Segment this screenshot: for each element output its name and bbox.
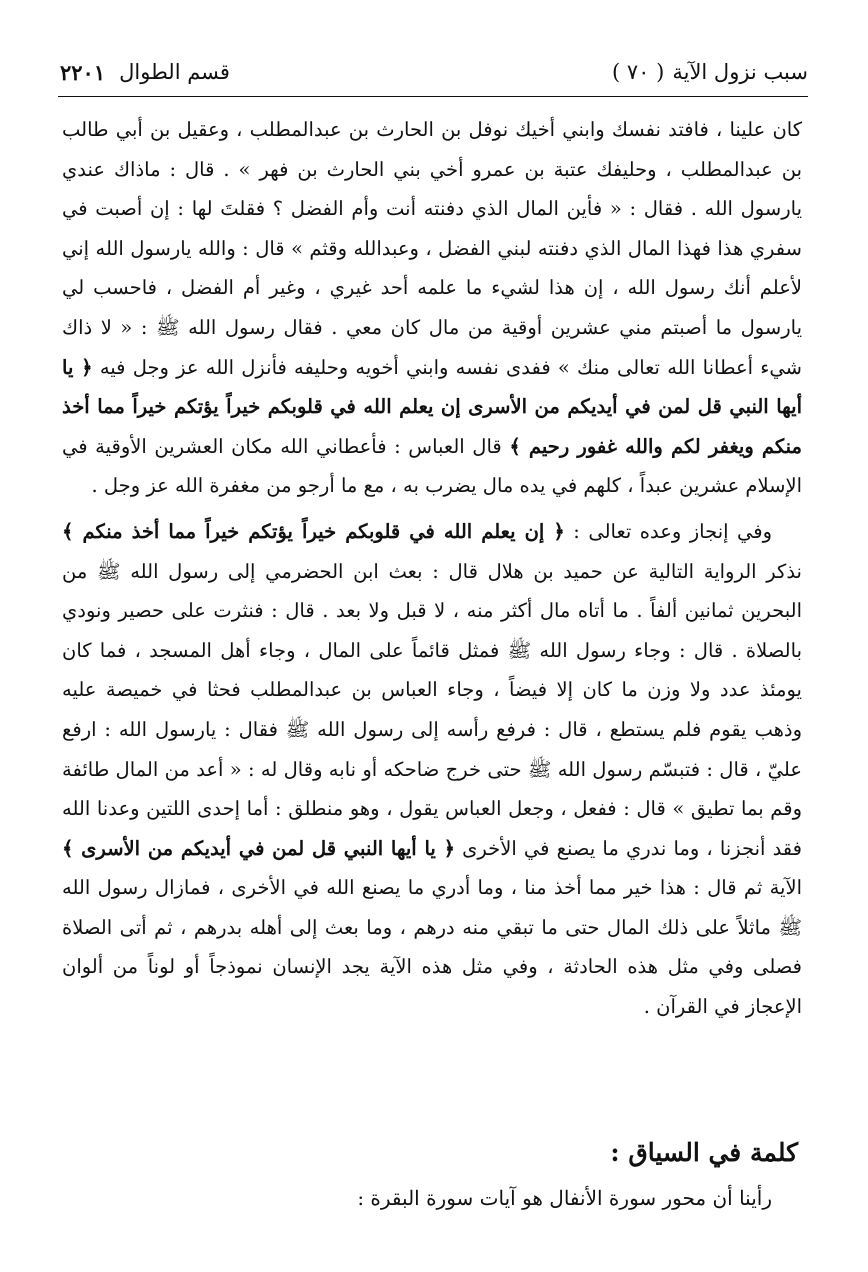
running-title: سبب نزول الآية — [672, 60, 808, 84]
header-left — [60, 60, 230, 85]
quran-verse-3: ﴿ يا أيها النبي قل لمن في أيديكم من الأسرى ﴾ — [62, 836, 455, 860]
paragraph-2-text-b: نذكر الرواية التالية عن حميد بن هلال قال : بعث ابن الحضرمي إلى رسول الله ﷺ من البحرين ثمانين ألفاً . ما أتاه مال أكثر منه ، لا قبل ولا بعد . قال : فنثرت على حصير ونودي بالصلاة . قال : وجاء رسول الله ﷺ فمثل قائماً على المال ، وجاء أهل المسجد ، فما كان يومئذ عدد ولا وزن ما كان إلا فيضاً ، وجاء العباس بن عبدالمطلب فحثا في خميصة عليه وذهب يقوم فلم يستطع ، قال : فرفع رأسه إلى رسول الله ﷺ فقال : يارسول الله : ارفع عليّ ، قال : فتبسّم رسول الله ﷺ حتى خرج ضاحكه أو نابه وقال له : « أعد من المال طائفة وقم بما تطيق » قال : ففعل ، وجعل العباس يقول ، وهو منطلق : أما إحدى اللتين وعدنا الله فقد أنجزنا ، وما ندري ما يصنع في الأخرى — [62, 559, 802, 860]
quran-verse-1: ﴿ يا أيها النبي قل لمن في أيديكم من الأسرى إن يعلم الله في قلوبكم خيراً يؤتكم خيراً مما أخذ منكم ويغفر لكم والله غفور رحيم ﴾ — [62, 355, 802, 458]
verse-number: ( ٧٠ ) — [612, 60, 665, 84]
paragraph-2 — [62, 512, 802, 1027]
header-rule — [58, 96, 808, 97]
section-name: قسم الطوال — [119, 59, 230, 84]
page-number: ٢٢٠١ — [60, 59, 106, 85]
section-heading: كلمة في السياق : — [610, 1138, 798, 1167]
header-right — [612, 60, 808, 84]
paragraph-1 — [62, 110, 802, 506]
paragraph-2-text-c: الآية ثم قال : هذا خير مما أخذ منا ، وما أدري ما يصنع الله في الأخرى ، فمازال رسول الله ﷺ ماثلاً على ذلك المال حتى ما تبقي منه درهم ، وما بعث إلى أهله بدرهم ، ثم أتى الصلاة فصلى وفي مثل هذه الحادثة ، وفي مثل هذه الآية يجد الإنسان نموذجاً أو لوناً من ألوان الإعجاز في القرآن . — [62, 876, 802, 1019]
paragraph-2-text-a: وفي إنجاز وعده تعالى : — [573, 519, 773, 543]
running-header — [60, 52, 808, 92]
quran-verse-2: ﴿ إن يعلم الله في قلوبكم خيراً يؤتكم خيراً مما أخذ منكم ﴾ — [62, 519, 565, 543]
paragraph-1-text-a: كان علينا ، فافتد نفسك وابني أخيك نوفل بن الحارث بن عبدالمطلب ، وعقيل بن أبي طالب بن عبدالمطلب ، وحليفك عتبة بن عمرو أخي بني الحارث بن فهر » . قال : ماذاك عندي يارسول الله . فقال : « فأين المال الذي دفنته أنت وأم الفضل ؟ فقلتَ لها : إن أصبت في سفري هذا فهذا المال الذي دفنته لبني الفضل ، وعبدالله وقثم » قال : والله يارسول الله إني لأعلم أنك رسول الله ، إن هذا لشيء ما علمه أحد غيري ، وغير أم الفضل ، فاحسب لي يارسول ما أصبتم مني عشرين أوقية من مال كان معي . فقال رسول الله ﷺ : « لا ذاك شيء أعطانا الله تعالى منك » ففدى نفسه وابني أخويه وحليفه فأنزل الله عز وجل فيه — [62, 118, 803, 379]
paragraph-1-text-b: قال العباس : فأعطاني الله مكان العشرين الأوقية في الإسلام عشرين عبداً ، كلهم في يده مال يضرب به ، مع ما أرجو من مغفرة الله عز وجل . — [62, 434, 802, 498]
closing-line: رأينا أن محور سورة الأنفال هو آيات سورة البقرة : — [357, 1186, 772, 1210]
body-text — [62, 110, 802, 1027]
